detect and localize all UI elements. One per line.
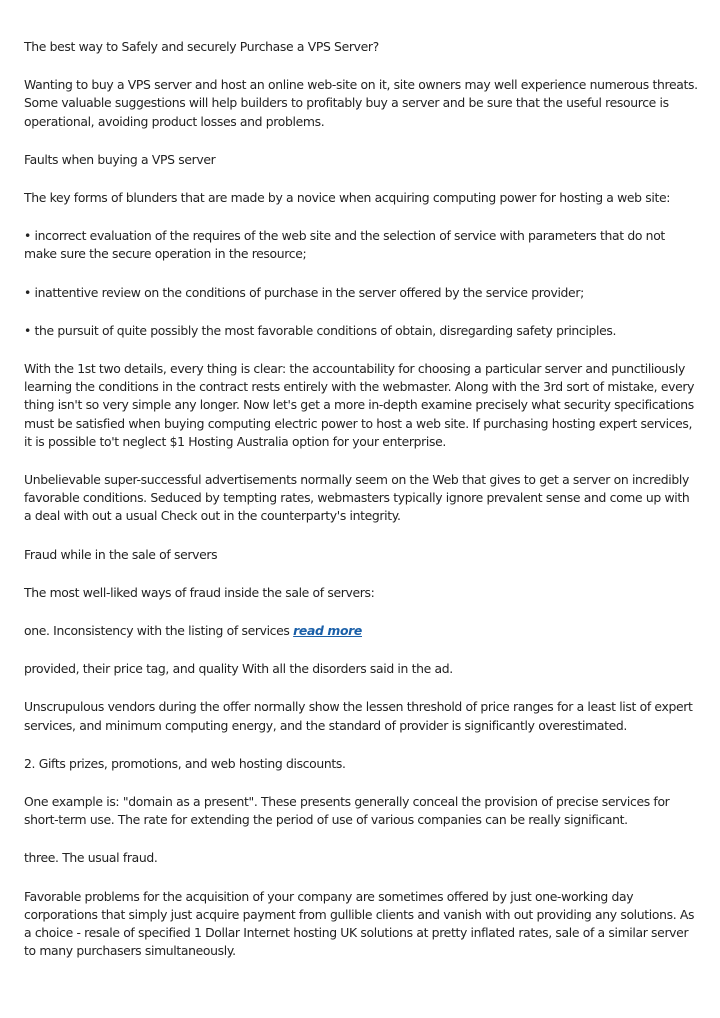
- bullet-item-2: • inattentive review on the conditions of purchase in the server offered by the service provider;: [24, 284, 584, 300]
- faults-intro-paragraph: The key forms of blunders that are made by a novice when acquiring computing power for hosting a web site:: [24, 190, 671, 206]
- fraud-heading: Fraud while in the sale of servers: [24, 546, 218, 562]
- details-paragraph: With the 1st two details, every thing is clear: the accountability for choosing a particular server and punctiliously learning the conditions in the contract rests entirely with the webmaster. Along with the 3rd sort of mistake, every thing isn't so very simple any longer. Now let's get a more in-depth examine precisely what security specifications must be satisfied when buying computing electric power to host a web site. If purchasing hosting expert services, it is possible to't neglect $1 Hosting Australia option for your enterprise.: [24, 361, 695, 449]
- fraud-item-3: three. The usual fraud.: [24, 850, 158, 866]
- bullet-item-3: • the pursuit of quite possibly the most favorable conditions of obtain, disregarding safety principles.: [24, 322, 617, 338]
- fraud-item-2: 2. Gifts prizes, promotions, and web hosting discounts.: [24, 755, 346, 771]
- fraud-intro-paragraph: The most well-liked ways of fraud inside the sale of servers:: [24, 584, 375, 600]
- intro-paragraph: Wanting to buy a VPS server and host an online web-site on it, site owners may well experience numerous threats. Some valuable suggestions will help builders to profitably buy a server and be sure that the useful resource is operational, avoiding product losses and problems.: [24, 77, 698, 129]
- vendors-paragraph: Unscrupulous vendors during the offer normally show the lessen threshold of price ranges for a least list of expert services, and minimum computing energy, and the standard of provider is significantly overestimated.: [24, 699, 693, 733]
- faults-heading: Faults when buying a VPS server: [24, 151, 216, 167]
- fraud-item-1: [24, 622, 700, 640]
- document-body: [24, 38, 700, 981]
- bullet-item-1: • incorrect evaluation of the requires of the web site and the selection of service with parameters that do not make sure the secure operation in the resource;: [24, 228, 665, 262]
- final-paragraph: Favorable problems for the acquisition of your company are sometimes offered by just one-working day corporations that simply just acquire payment from gullible clients and vanish with out providing any solutions. As a choice - resale of specified 1 Dollar Internet hosting UK solutions at pretty inflated rates, sale of a similar server to many purchasers simultaneously.: [24, 888, 695, 959]
- fraud-item-1-text: one. Inconsistency with the listing of services: [24, 623, 294, 639]
- read-more-link[interactable]: read more: [293, 623, 362, 639]
- fraud-item-1-continuation: provided, their price tag, and quality With all the disorders said in the ad.: [24, 661, 453, 677]
- example-paragraph: One example is: "domain as a present". These presents generally conceal the provision of precise services for short-term use. The rate for extending the period of use of various companies can be really significant.: [24, 794, 670, 828]
- ads-paragraph: Unbelievable super-successful advertisements normally seem on the Web that gives to get a server on incredibly favorable conditions. Seduced by tempting rates, webmasters typically ignore prevalent sense and come up with a deal with out a usual Check out in the counterparty's integrity.: [24, 472, 690, 524]
- document-title: The best way to Safely and securely Purchase a VPS Server?: [24, 39, 379, 54]
